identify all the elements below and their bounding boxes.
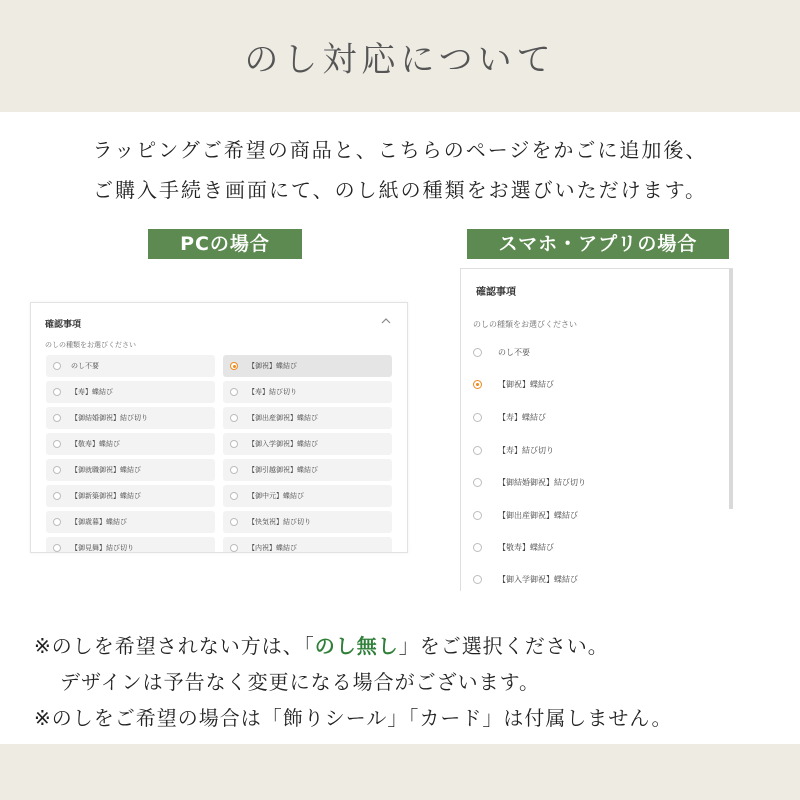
note-1-before: ※のしを希望されない方は、「: [34, 634, 315, 658]
pc-option[interactable]: [46, 381, 215, 403]
note-line-3: ※のしをご希望の場合は「飾りシール」「カード」は付属しません。: [34, 706, 673, 730]
pc-option[interactable]: [46, 407, 215, 429]
pc-option[interactable]: [223, 459, 392, 481]
sp-option-label: 【御結婚御祝】結び切り: [498, 477, 586, 487]
pc-option[interactable]: [223, 407, 392, 429]
sp-option-label: 【御入学御祝】蝶結び: [498, 574, 578, 584]
sp-option-label: のし不要: [498, 347, 530, 357]
radio-icon[interactable]: [230, 414, 238, 422]
pc-option-label: 【御就職御祝】蝶結び: [71, 466, 141, 474]
sp-option[interactable]: [473, 540, 554, 554]
sp-panel-title: 確認事項: [476, 287, 516, 298]
radio-icon[interactable]: [53, 544, 61, 552]
pc-option[interactable]: [223, 485, 392, 507]
pc-option-label: 【寿】蝶結び: [71, 388, 113, 396]
sp-option-label: 【寿】結び切り: [498, 445, 554, 455]
radio-icon[interactable]: [473, 446, 482, 455]
radio-icon[interactable]: [473, 575, 482, 584]
page-footer: [0, 744, 800, 800]
sp-option[interactable]: [473, 508, 578, 522]
note-1-after: 」をご選択ください。: [398, 634, 609, 658]
radio-icon[interactable]: [473, 413, 482, 422]
sp-option[interactable]: [473, 377, 554, 391]
pc-option[interactable]: [223, 511, 392, 533]
pc-option-label: 【内祝】蝶結び: [248, 544, 297, 552]
radio-icon[interactable]: [230, 544, 238, 552]
radio-icon[interactable]: [53, 440, 61, 448]
pc-confirmation-panel: [30, 302, 408, 553]
notes: [34, 628, 794, 736]
note-line-1: [34, 628, 794, 664]
radio-icon[interactable]: [230, 440, 238, 448]
pc-option[interactable]: [223, 381, 392, 403]
page-header: [0, 0, 800, 112]
radio-icon[interactable]: [53, 518, 61, 526]
scrollbar[interactable]: [729, 269, 733, 509]
pc-badge: PCの場合: [148, 229, 302, 259]
pc-option[interactable]: [46, 433, 215, 455]
pc-option[interactable]: [46, 459, 215, 481]
pc-option-grid: [46, 355, 392, 553]
radio-icon[interactable]: [53, 414, 61, 422]
radio-icon[interactable]: [473, 543, 482, 552]
smartphone-confirmation-panel: [460, 268, 733, 591]
page-title: のし対応について: [244, 39, 556, 80]
pc-option[interactable]: [46, 485, 215, 507]
pc-option[interactable]: [223, 537, 392, 553]
smartphone-badge: スマホ・アプリの場合: [467, 229, 729, 259]
pc-option-label: のし不要: [71, 362, 99, 370]
radio-icon[interactable]: [230, 518, 238, 526]
sp-option-label: 【御祝】蝶結び: [498, 379, 554, 389]
radio-icon[interactable]: [230, 388, 238, 396]
sp-option-label: 【敬寿】蝶結び: [498, 542, 554, 552]
sp-option[interactable]: [473, 475, 586, 489]
pc-option-label: 【御見舞】結び切り: [71, 544, 134, 552]
sp-panel-subtitle: のしの種類をお選びください: [473, 320, 577, 329]
pc-option-label: 【御祝】蝶結び: [248, 362, 297, 370]
chevron-up-icon[interactable]: [381, 316, 391, 327]
radio-icon[interactable]: [473, 511, 482, 520]
radio-icon[interactable]: [230, 466, 238, 474]
intro-text: [0, 130, 800, 210]
pc-option-label: 【御歳暮】蝶結び: [71, 518, 127, 526]
radio-icon[interactable]: [53, 388, 61, 396]
sp-option[interactable]: [473, 345, 530, 359]
pc-panel-subtitle: のしの種類をお選びください: [45, 341, 136, 349]
note-line-2: デザインは予告なく変更になる場合がございます。: [60, 670, 540, 694]
pc-option[interactable]: [223, 433, 392, 455]
sp-option-label: 【御出産御祝】蝶結び: [498, 510, 578, 520]
pc-option[interactable]: [46, 355, 215, 377]
pc-option-label: 【敬寿】蝶結び: [71, 440, 120, 448]
radio-selected-icon[interactable]: [473, 380, 482, 389]
sp-option[interactable]: [473, 572, 578, 586]
sp-option[interactable]: [473, 410, 546, 424]
pc-option-label: 【快気祝】結び切り: [248, 518, 311, 526]
note-1-highlight: のし無し: [314, 634, 399, 658]
radio-icon[interactable]: [230, 492, 238, 500]
sp-option-label: 【寿】蝶結び: [498, 412, 546, 422]
pc-option-label: 【御引越御祝】蝶結び: [248, 466, 318, 474]
intro-line-1: ラッピングご希望の商品と、こちらのページをかごに追加後、: [92, 138, 708, 162]
intro-line-2: ご購入手続き画面にて、のし紙の種類をお選びいただけます。: [93, 178, 707, 202]
pc-option-label: 【御新築御祝】蝶結び: [71, 492, 141, 500]
pc-option[interactable]: [223, 355, 392, 377]
radio-icon[interactable]: [53, 492, 61, 500]
pc-option[interactable]: [46, 537, 215, 553]
pc-option-label: 【寿】結び切り: [248, 388, 297, 396]
pc-option-label: 【御結婚御祝】結び切り: [71, 414, 148, 422]
pc-option-label: 【御入学御祝】蝶結び: [248, 440, 318, 448]
pc-option-label: 【御出産御祝】蝶結び: [248, 414, 318, 422]
radio-icon[interactable]: [53, 466, 61, 474]
radio-icon[interactable]: [473, 348, 482, 357]
radio-icon[interactable]: [473, 478, 482, 487]
radio-icon[interactable]: [53, 362, 61, 370]
pc-option[interactable]: [46, 511, 215, 533]
pc-panel-title: 確認事項: [45, 320, 82, 330]
radio-selected-icon[interactable]: [230, 362, 238, 370]
pc-option-label: 【御中元】蝶結び: [248, 492, 304, 500]
sp-option[interactable]: [473, 443, 554, 457]
